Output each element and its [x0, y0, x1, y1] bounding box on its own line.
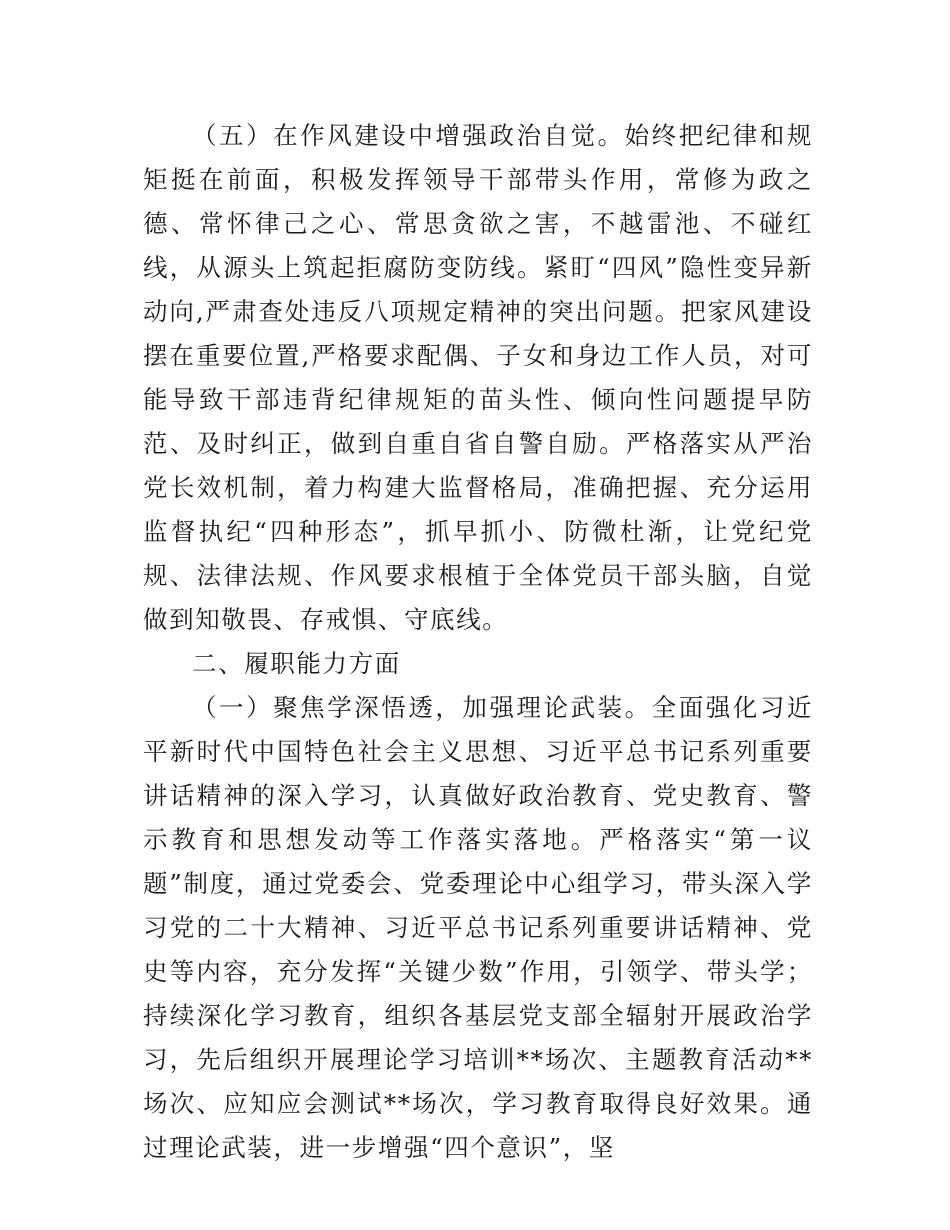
- section-heading-performance: 二、履职能力方面: [192, 649, 401, 678]
- document-body: [143, 114, 813, 1170]
- paragraph-theory-study: （一）聚焦学深悟透，加强理论武装。全面强化习近平新时代中国特色社会主义思想、习近平总书记系列重要讲话精神的深入学习，认真做好政治教育、党史教育、警示教育和思想发动等工作落实落地。严格落实“第一议题”制度，通过党委会、党委理论中心组学习，带头深入学习党的二十大精神、习近平总书记系列重要讲话精神、党史等内容，充分发挥“关键少数”作用，引领学、带头学；持续深化学习教育，组织各基层党支部全辐射开展政治学习，先后组织开展理论学习培训**场次、主题教育活动**场次、应知应会测试**场次，学习教育取得良好效果。通过理论武装，进一步增强“四个意识”，坚: [143, 693, 813, 1162]
- paragraph-work-style: （五）在作风建设中增强政治自觉。始终把纪律和规矩挺在前面，积极发挥领导干部带头作用，常修为政之德、常怀律己之心、常思贪欲之害，不越雷池、不碰红线，从源头上筑起拒腐防变防线。紧盯“四风”隐性变异新动向,严肃查处违反八项规定精神的突出问题。把家风建设摆在重要位置,严格要求配偶、子女和身边工作人员，对可能导致干部违背纪律规矩的苗头性、倾向性问题提早防范、及时纠正，做到自重自省自警自励。严格落实从严治党长效机制，着力构建大监督格局，准确把握、充分运用监督执纪“四种形态”，抓早抓小、防微杜渐，让党纪党规、法律法规、作风要求根植于全体党员干部头脑，自觉做到知敬畏、存戒惧、守底线。: [143, 121, 813, 634]
